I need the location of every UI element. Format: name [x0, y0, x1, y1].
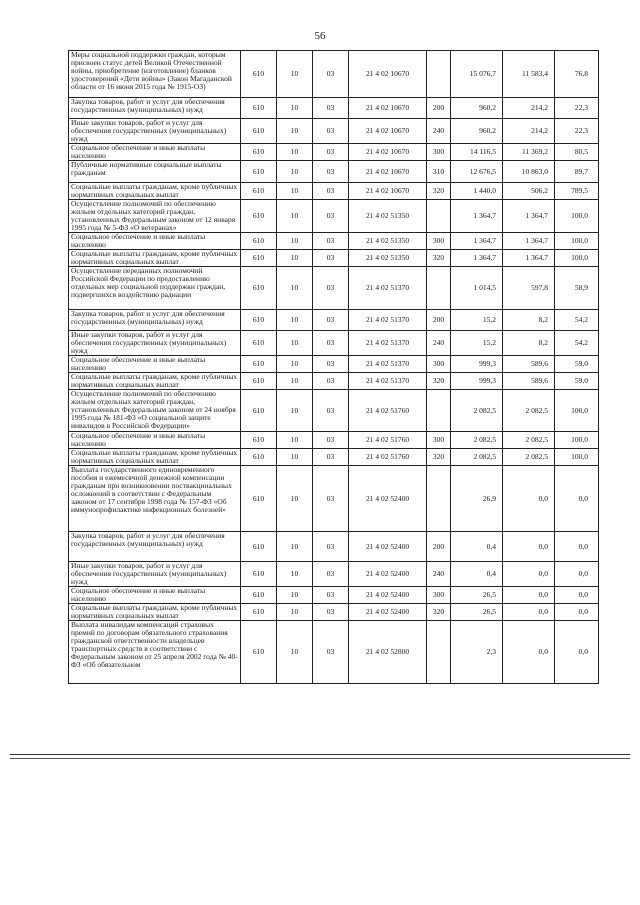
- section-code-cell: 10: [277, 432, 313, 449]
- planned-amount-cell: 960,2: [451, 98, 503, 119]
- target-item-cell: 21 4 02 10670: [349, 119, 427, 144]
- expense-type-cell: 240: [427, 562, 451, 587]
- target-item-cell: 21 4 02 52400: [349, 562, 427, 587]
- percent-cell: 0,0: [555, 532, 599, 562]
- percent-cell: 22,3: [555, 119, 599, 144]
- expense-type-cell: 320: [427, 183, 451, 200]
- percent-cell: 59,0: [555, 356, 599, 373]
- actual-amount-cell: 10 863,0: [503, 161, 555, 183]
- row-name-cell: Осуществление полномочий по обеспечению жильем отдельных категорий граждан, установленных Федеральным законом от 12 января 1995 года № 5-ФЗ «О ветеранах»: [69, 200, 241, 233]
- target-item-cell: 21 4 02 10670: [349, 161, 427, 183]
- subsection-code-cell: 03: [313, 621, 349, 684]
- expense-type-cell: 320: [427, 604, 451, 621]
- ministry-code-cell: 610: [241, 310, 277, 331]
- table-row: [69, 532, 599, 562]
- planned-amount-cell: 26,9: [451, 466, 503, 532]
- ministry-code-cell: 610: [241, 466, 277, 532]
- expense-type-cell: 200: [427, 532, 451, 562]
- target-item-cell: 21 4 02 51370: [349, 267, 427, 310]
- expense-type-cell: [427, 621, 451, 684]
- percent-cell: 0,0: [555, 621, 599, 684]
- expense-type-cell: 300: [427, 233, 451, 250]
- target-item-cell: 21 4 02 10670: [349, 144, 427, 161]
- section-code-cell: 10: [277, 144, 313, 161]
- actual-amount-cell: 214,2: [503, 98, 555, 119]
- planned-amount-cell: 1 014,5: [451, 267, 503, 310]
- section-code-cell: 10: [277, 183, 313, 200]
- section-code-cell: 10: [277, 604, 313, 621]
- percent-cell: 54,2: [555, 310, 599, 331]
- subsection-code-cell: 03: [313, 466, 349, 532]
- row-name-cell: Осуществление полномочий по обеспечению жильем отдельных категорий граждан, установленных Федеральным законом от 24 ноября 1995 года № 181-ФЗ «О социальной защите инвалидов в Российской Федерации»: [69, 390, 241, 432]
- actual-amount-cell: 8,2: [503, 310, 555, 331]
- row-name-cell: Социальные выплаты гражданам, кроме публичных нормативных социальных выплат: [69, 183, 241, 200]
- ministry-code-cell: 610: [241, 183, 277, 200]
- subsection-code-cell: 03: [313, 250, 349, 267]
- subsection-code-cell: 03: [313, 373, 349, 390]
- target-item-cell: 21 4 02 10670: [349, 98, 427, 119]
- section-code-cell: 10: [277, 119, 313, 144]
- target-item-cell: 21 4 02 10670: [349, 51, 427, 98]
- section-code-cell: 10: [277, 98, 313, 119]
- section-code-cell: 10: [277, 51, 313, 98]
- table-row: [69, 373, 599, 390]
- percent-cell: 59,0: [555, 373, 599, 390]
- planned-amount-cell: 0,4: [451, 562, 503, 587]
- percent-cell: 100,0: [555, 233, 599, 250]
- row-name-cell: Выплата инвалидам компенсаций страховых премий по договорам обязательного страхования гражданской ответственности владельцев транспортных средств в соответствии с Федеральным законом от 25 апреля 2002 года № 40-ФЗ «Об обязательном: [69, 621, 241, 684]
- actual-amount-cell: 11 583,4: [503, 51, 555, 98]
- percent-cell: 58,9: [555, 267, 599, 310]
- section-code-cell: 10: [277, 161, 313, 183]
- section-code-cell: 10: [277, 200, 313, 233]
- section-code-cell: 10: [277, 267, 313, 310]
- ministry-code-cell: 610: [241, 390, 277, 432]
- expense-type-cell: 300: [427, 144, 451, 161]
- planned-amount-cell: 999,3: [451, 373, 503, 390]
- table-row: [69, 183, 599, 200]
- subsection-code-cell: 03: [313, 233, 349, 250]
- expense-type-cell: 320: [427, 373, 451, 390]
- row-name-cell: Выплата государственного единовременного пособия и ежемесячной денежной компенсации гражданам при возникновении поствакцинальных осложнений в соответствии с Федеральным законом от 17 сентября 1998 года № 157-ФЗ «Об иммунопрофилактике инфекционных болезней»: [69, 466, 241, 532]
- section-code-cell: 10: [277, 587, 313, 604]
- percent-cell: 89,7: [555, 161, 599, 183]
- table-body: [69, 51, 599, 684]
- expense-type-cell: 240: [427, 331, 451, 356]
- section-code-cell: 10: [277, 356, 313, 373]
- table-row: [69, 562, 599, 587]
- row-name-cell: Закупка товаров, работ и услуг для обеспечения государственных (муниципальных) нужд: [69, 310, 241, 331]
- percent-cell: 100,0: [555, 449, 599, 466]
- actual-amount-cell: 0,0: [503, 532, 555, 562]
- subsection-code-cell: 03: [313, 390, 349, 432]
- row-name-cell: Публичные нормативные социальные выплаты гражданам: [69, 161, 241, 183]
- table-row: [69, 310, 599, 331]
- planned-amount-cell: 2 082,5: [451, 390, 503, 432]
- expense-type-cell: 300: [427, 432, 451, 449]
- subsection-code-cell: 03: [313, 51, 349, 98]
- percent-cell: 0,0: [555, 587, 599, 604]
- table-row: [69, 356, 599, 373]
- section-code-cell: 10: [277, 390, 313, 432]
- bottom-divider: [10, 754, 630, 755]
- row-name-cell: Социальное обеспечение и иные выплаты населению: [69, 587, 241, 604]
- planned-amount-cell: 999,3: [451, 356, 503, 373]
- ministry-code-cell: 610: [241, 144, 277, 161]
- planned-amount-cell: 2 082,5: [451, 432, 503, 449]
- actual-amount-cell: 2 082,5: [503, 449, 555, 466]
- target-item-cell: 21 4 02 51350: [349, 200, 427, 233]
- percent-cell: 789,5: [555, 183, 599, 200]
- table-row: [69, 200, 599, 233]
- section-code-cell: 10: [277, 250, 313, 267]
- page-number: 56: [314, 30, 326, 42]
- table-row: [69, 390, 599, 432]
- expense-type-cell: 300: [427, 587, 451, 604]
- subsection-code-cell: 03: [313, 161, 349, 183]
- actual-amount-cell: 214,2: [503, 119, 555, 144]
- ministry-code-cell: 610: [241, 331, 277, 356]
- ministry-code-cell: 610: [241, 51, 277, 98]
- percent-cell: 100,0: [555, 432, 599, 449]
- actual-amount-cell: 589,6: [503, 356, 555, 373]
- table-row: [69, 621, 599, 684]
- expense-type-cell: 320: [427, 250, 451, 267]
- actual-amount-cell: 0,0: [503, 587, 555, 604]
- row-name-cell: Осуществление переданных полномочий Российской Федерации по предоставлению отдельных мер социальной поддержки граждан, подвергшихся воздействию радиации: [69, 267, 241, 310]
- actual-amount-cell: 0,0: [503, 466, 555, 532]
- ministry-code-cell: 610: [241, 119, 277, 144]
- subsection-code-cell: 03: [313, 604, 349, 621]
- actual-amount-cell: 0,0: [503, 604, 555, 621]
- subsection-code-cell: 03: [313, 532, 349, 562]
- planned-amount-cell: 1 364,7: [451, 200, 503, 233]
- expense-type-cell: 200: [427, 310, 451, 331]
- budget-table: [68, 50, 599, 684]
- section-code-cell: 10: [277, 562, 313, 587]
- percent-cell: 0,0: [555, 604, 599, 621]
- expense-type-cell: [427, 200, 451, 233]
- percent-cell: 54,2: [555, 331, 599, 356]
- percent-cell: 0,0: [555, 466, 599, 532]
- subsection-code-cell: 03: [313, 310, 349, 331]
- expense-type-cell: 310: [427, 161, 451, 183]
- row-name-cell: Социальное обеспечение и иные выплаты населению: [69, 144, 241, 161]
- table-row: [69, 449, 599, 466]
- table-row: [69, 233, 599, 250]
- ministry-code-cell: 610: [241, 200, 277, 233]
- row-name-cell: Социальное обеспечение и иные выплаты населению: [69, 233, 241, 250]
- row-name-cell: Меры социальной поддержки граждан, которым присвоен статус детей Великой Отечественной войны, приобретение (изготовление) бланков удостоверений «Дети войны» (Закон Магаданской области от 16 июня 2015 года № 1915-ОЗ): [69, 51, 241, 98]
- ministry-code-cell: 610: [241, 587, 277, 604]
- table-row: [69, 161, 599, 183]
- section-code-cell: 10: [277, 233, 313, 250]
- planned-amount-cell: 15,2: [451, 331, 503, 356]
- planned-amount-cell: 1 440,0: [451, 183, 503, 200]
- subsection-code-cell: 03: [313, 200, 349, 233]
- table-row: [69, 144, 599, 161]
- planned-amount-cell: 2 082,5: [451, 449, 503, 466]
- planned-amount-cell: 960,2: [451, 119, 503, 144]
- actual-amount-cell: 1 364,7: [503, 200, 555, 233]
- subsection-code-cell: 03: [313, 183, 349, 200]
- actual-amount-cell: 1 364,7: [503, 233, 555, 250]
- row-name-cell: Социальное обеспечение и иные выплаты населению: [69, 356, 241, 373]
- ministry-code-cell: 610: [241, 621, 277, 684]
- target-item-cell: 21 4 02 51370: [349, 331, 427, 356]
- planned-amount-cell: 14 116,5: [451, 144, 503, 161]
- table-row: [69, 604, 599, 621]
- actual-amount-cell: 0,0: [503, 621, 555, 684]
- target-item-cell: 21 4 02 51370: [349, 310, 427, 331]
- target-item-cell: 21 4 02 51760: [349, 390, 427, 432]
- expense-type-cell: 200: [427, 98, 451, 119]
- section-code-cell: 10: [277, 449, 313, 466]
- percent-cell: 100,0: [555, 390, 599, 432]
- row-name-cell: Иные закупки товаров, работ и услуг для обеспечения государственных (муниципальных) нужд: [69, 562, 241, 587]
- subsection-code-cell: 03: [313, 587, 349, 604]
- section-code-cell: 10: [277, 466, 313, 532]
- planned-amount-cell: 2,3: [451, 621, 503, 684]
- ministry-code-cell: 610: [241, 562, 277, 587]
- row-name-cell: Социальное обеспечение и иные выплаты населению: [69, 432, 241, 449]
- target-item-cell: 21 4 02 52400: [349, 532, 427, 562]
- section-code-cell: 10: [277, 621, 313, 684]
- planned-amount-cell: 12 676,5: [451, 161, 503, 183]
- target-item-cell: 21 4 02 52400: [349, 587, 427, 604]
- target-item-cell: 21 4 02 10670: [349, 183, 427, 200]
- section-code-cell: 10: [277, 331, 313, 356]
- section-code-cell: 10: [277, 532, 313, 562]
- planned-amount-cell: 15 076,7: [451, 51, 503, 98]
- expense-type-cell: 240: [427, 119, 451, 144]
- ministry-code-cell: 610: [241, 233, 277, 250]
- table-row: [69, 250, 599, 267]
- target-item-cell: 21 4 02 51350: [349, 233, 427, 250]
- subsection-code-cell: 03: [313, 98, 349, 119]
- planned-amount-cell: 26,5: [451, 604, 503, 621]
- target-item-cell: 21 4 02 51370: [349, 373, 427, 390]
- planned-amount-cell: 26,5: [451, 587, 503, 604]
- planned-amount-cell: 1 364,7: [451, 233, 503, 250]
- actual-amount-cell: 589,6: [503, 373, 555, 390]
- target-item-cell: 21 4 02 52400: [349, 466, 427, 532]
- row-name-cell: Иные закупки товаров, работ и услуг для обеспечения государственных (муниципальных) нужд: [69, 331, 241, 356]
- ministry-code-cell: 610: [241, 449, 277, 466]
- subsection-code-cell: 03: [313, 356, 349, 373]
- actual-amount-cell: 8,2: [503, 331, 555, 356]
- table-row: [69, 587, 599, 604]
- ministry-code-cell: 610: [241, 432, 277, 449]
- expense-type-cell: 300: [427, 356, 451, 373]
- percent-cell: 80,5: [555, 144, 599, 161]
- row-name-cell: Социальные выплаты гражданам, кроме публичных нормативных социальных выплат: [69, 449, 241, 466]
- table-row: [69, 98, 599, 119]
- percent-cell: 0,0: [555, 562, 599, 587]
- target-item-cell: 21 4 02 52800: [349, 621, 427, 684]
- table-row: [69, 466, 599, 532]
- subsection-code-cell: 03: [313, 144, 349, 161]
- expense-type-cell: 320: [427, 449, 451, 466]
- subsection-code-cell: 03: [313, 449, 349, 466]
- ministry-code-cell: 610: [241, 98, 277, 119]
- target-item-cell: 21 4 02 51760: [349, 432, 427, 449]
- actual-amount-cell: 506,2: [503, 183, 555, 200]
- subsection-code-cell: 03: [313, 119, 349, 144]
- row-name-cell: Социальные выплаты гражданам, кроме публичных нормативных социальных выплат: [69, 250, 241, 267]
- target-item-cell: 21 4 02 51760: [349, 449, 427, 466]
- table-row: [69, 432, 599, 449]
- ministry-code-cell: 610: [241, 250, 277, 267]
- ministry-code-cell: 610: [241, 532, 277, 562]
- subsection-code-cell: 03: [313, 432, 349, 449]
- table-row: [69, 51, 599, 98]
- planned-amount-cell: 0,4: [451, 532, 503, 562]
- actual-amount-cell: 1 364,7: [503, 250, 555, 267]
- table-row: [69, 331, 599, 356]
- row-name-cell: Социальные выплаты гражданам, кроме публичных нормативных социальных выплат: [69, 373, 241, 390]
- table-row: [69, 267, 599, 310]
- expense-type-cell: [427, 267, 451, 310]
- planned-amount-cell: 1 364,7: [451, 250, 503, 267]
- ministry-code-cell: 610: [241, 161, 277, 183]
- actual-amount-cell: 0,0: [503, 562, 555, 587]
- ministry-code-cell: 610: [241, 604, 277, 621]
- subsection-code-cell: 03: [313, 331, 349, 356]
- percent-cell: 76,8: [555, 51, 599, 98]
- row-name-cell: Закупка товаров, работ и услуг для обеспечения государственных (муниципальных) нужд: [69, 532, 241, 562]
- expense-type-cell: [427, 466, 451, 532]
- ministry-code-cell: 610: [241, 356, 277, 373]
- planned-amount-cell: 15,2: [451, 310, 503, 331]
- row-name-cell: Социальные выплаты гражданам, кроме публичных нормативных социальных выплат: [69, 604, 241, 621]
- actual-amount-cell: 2 082,5: [503, 390, 555, 432]
- target-item-cell: 21 4 02 51350: [349, 250, 427, 267]
- actual-amount-cell: 597,8: [503, 267, 555, 310]
- expense-type-cell: [427, 51, 451, 98]
- expense-type-cell: [427, 390, 451, 432]
- subsection-code-cell: 03: [313, 267, 349, 310]
- actual-amount-cell: 11 369,2: [503, 144, 555, 161]
- target-item-cell: 21 4 02 51370: [349, 356, 427, 373]
- row-name-cell: Закупка товаров, работ и услуг для обеспечения государственных (муниципальных) нужд: [69, 98, 241, 119]
- actual-amount-cell: 2 082,5: [503, 432, 555, 449]
- table-row: [69, 119, 599, 144]
- section-code-cell: 10: [277, 310, 313, 331]
- percent-cell: 100,0: [555, 250, 599, 267]
- percent-cell: 100,0: [555, 200, 599, 233]
- ministry-code-cell: 610: [241, 267, 277, 310]
- ministry-code-cell: 610: [241, 373, 277, 390]
- bottom-divider-thin: [10, 758, 630, 759]
- target-item-cell: 21 4 02 52400: [349, 604, 427, 621]
- subsection-code-cell: 03: [313, 562, 349, 587]
- section-code-cell: 10: [277, 373, 313, 390]
- row-name-cell: Иные закупки товаров, работ и услуг для обеспечения государственных (муниципальных) нужд: [69, 119, 241, 144]
- percent-cell: 22,3: [555, 98, 599, 119]
